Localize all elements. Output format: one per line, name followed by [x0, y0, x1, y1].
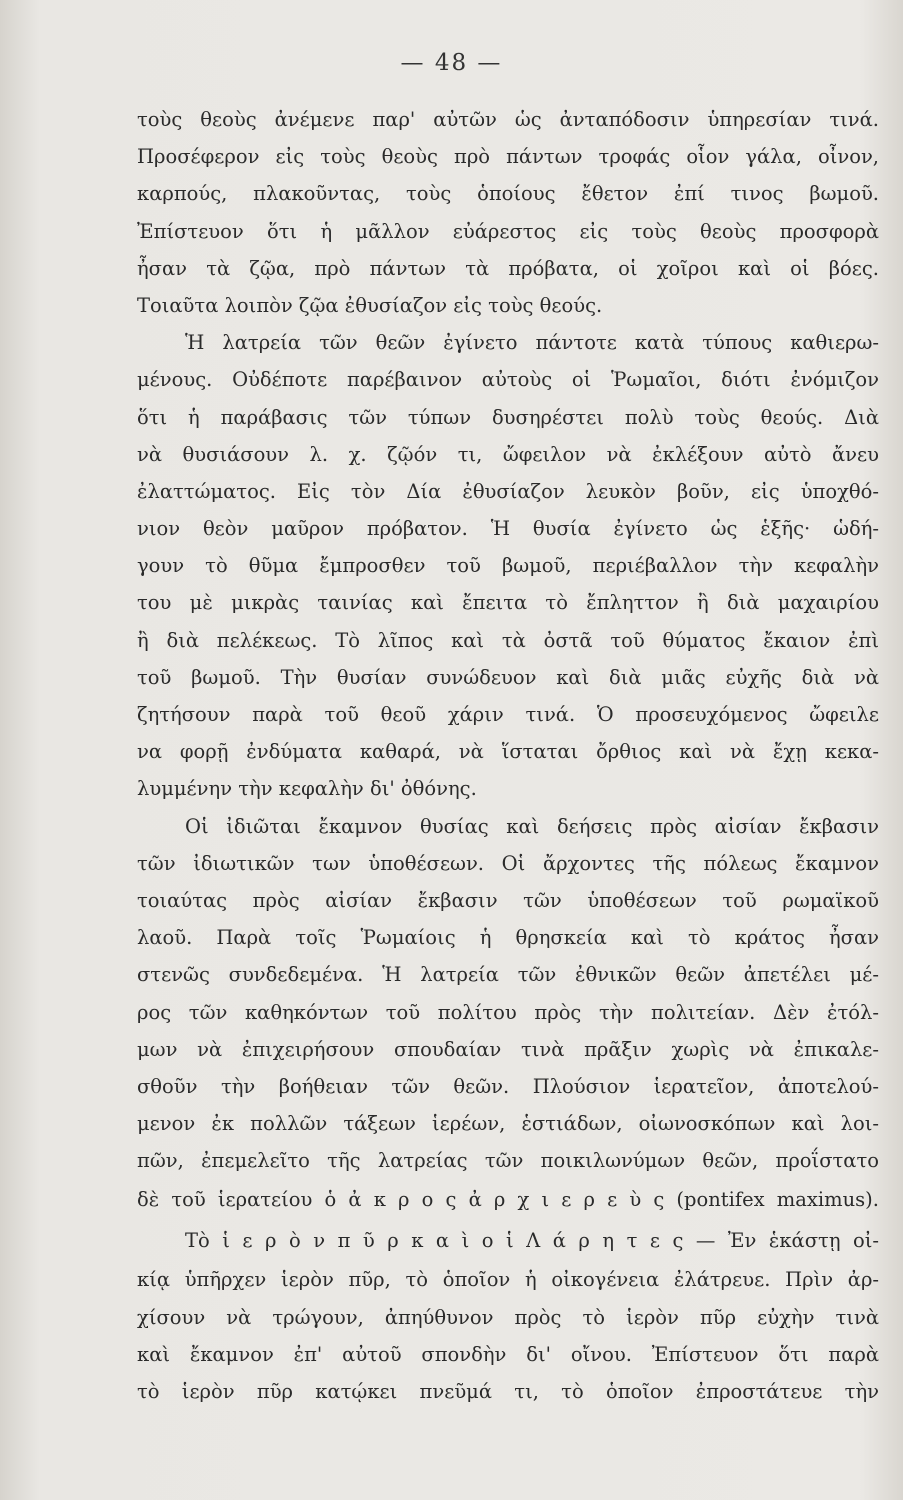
- text-line: ρος τῶν καθηκόντων τοῦ πολίτου πρὸς τὴν πολιτείαν. Δὲν ἐτόλ-: [137, 1000, 879, 1024]
- text-line: τῶν ἰδιωτικῶν των ὑποθέσεων. Οἱ ἄρχοντες τῆς πόλεως ἔκαμνον: [137, 851, 879, 875]
- text-line: τοῦ βωμοῦ. Τὴν θυσίαν συνώδευον καὶ διὰ μιᾶς εὐχῆς διὰ νὰ: [137, 665, 879, 689]
- text-line: ἦσαν τὰ ζῷα, πρὸ πάντων τὰ πρόβατα, οἱ χοῖροι καὶ οἱ βόες.: [137, 256, 879, 280]
- text-line: ὅτι ἡ παράβασις τῶν τύπων δυσηρέστει πολὺ τοὺς θεούς. Διὰ: [137, 405, 879, 429]
- body-text: [137, 101, 879, 1410]
- text-line: ἢ διὰ πελέκεως. Τὸ λῖπος καὶ τὰ ὀστᾶ τοῦ θύματος ἔκαιον ἐπὶ: [137, 628, 879, 652]
- page-number: — 48 —: [400, 50, 503, 76]
- text-line: μων νὰ ἐπιχειρήσουν σπουδαίαν τινὰ πρᾶξιν χωρὶς νὰ ἐπικαλε-: [137, 1037, 879, 1061]
- text-line: νὰ θυσιάσουν λ. χ. ζῷόν τι, ὤφειλον νὰ ἐκλέξουν αὐτὸ ἄνευ: [137, 442, 879, 466]
- text-line: Ἡ λατρεία τῶν θεῶν ἐγίνετο πάντοτε κατὰ τύπους καθιερω-: [185, 331, 879, 355]
- text-line: να φορῇ ἐνδύματα καθαρά, νὰ ἵσταται ὄρθιος καὶ νὰ ἔχῃ κεκα-: [137, 740, 879, 764]
- text-line: πῶν, ἐπεμελεῖτο τῆς λατρείας τῶν ποικιλωνύμων θεῶν, προΐστατο: [137, 1149, 879, 1173]
- text-line: χίσουν νὰ τρώγουν, ἀπηύθυνον πρὸς τὸ ἱερὸν πῦρ εὐχὴν τινὰ: [137, 1305, 879, 1329]
- text-line: τὸ ἱερὸν πῦρ κατῴκει πνεῦμά τι, τὸ ὁποῖον ἐπροστάτευε τὴν: [137, 1380, 879, 1403]
- text-line: ζητήσουν παρὰ τοῦ θεοῦ χάριν τινά. Ὁ προσευχόμενος ὤφειλε: [137, 703, 879, 726]
- text-line: νιον θεὸν μαῦρον πρόβατον. Ἡ θυσία ἐγίνετο ὡς ἑξῆς· ὡδή-: [137, 517, 879, 541]
- text-line: του μὲ μικρὰς ταινίας καὶ ἔπειτα τὸ ἔπληττον ἢ διὰ μαχαιρίου: [137, 591, 879, 615]
- text-line: λυμμένην τὴν κεφαλὴν δι' ὀθόνης.: [137, 777, 477, 801]
- text-line: Ἐπίστευον ὅτι ἡ μᾶλλον εὐάρεστος εἰς τοὺς θεοὺς προσφορὰ: [137, 219, 879, 243]
- text-line: Οἱ ἰδιῶται ἔκαμνον θυσίας καὶ δεήσεις πρὸς αἰσίαν ἔκβασιν: [185, 814, 879, 838]
- text-line: ἐλαττώματος. Εἰς τὸν Δία ἐθυσίαζον λευκὸν βοῦν, εἰς ὑποχθό-: [137, 479, 879, 503]
- text-line: Τὸ ἱ ε ρ ὸ ν π ῦ ρ κ α ὶ ο ἱ Λ ά ρ η τ ε ς — Ἐν ἑκάστῃ οἰ-: [185, 1229, 879, 1253]
- text-line: Προσέφερον εἰς τοὺς θεοὺς πρὸ πάντων τροφάς οἷον γάλα, οἶνον,: [137, 145, 879, 169]
- text-line: καρπούς, πλακοῦντας, τοὺς ὁποίους ἔθετον ἐπί τινος βωμοῦ.: [137, 182, 879, 206]
- text-line: στενῶς συνδεδεμένα. Ἡ λατρεία τῶν ἐθνικῶν θεῶν ἀπετέλει μέ-: [137, 963, 879, 987]
- text-line: καὶ ἔκαμνον ἐπ' αὐτοῦ σπονδὴν δι' οἴνου. Ἐπίστευον ὅτι παρὰ: [137, 1342, 879, 1366]
- text-line: μένους. Οὐδέποτε παρέβαινον αὐτοὺς οἱ Ῥωμαῖοι, διότι ἐνόμιζον: [137, 368, 879, 392]
- text-line: δὲ τοῦ ἱερατείου ὁ ἀ κ ρ ο ς ἀ ρ χ ι ε ρ ε ὺ ς (pontifex maximus).: [137, 1188, 879, 1212]
- text-line: τοὺς θεοὺς ἀνέμενε παρ' αὐτῶν ὡς ἀνταπόδοσιν ὑπηρεσίαν τινά.: [137, 108, 879, 131]
- text-line: τοιαύτας πρὸς αἰσίαν ἔκβασιν τῶν ὑποθέσεων τοῦ ρωμαϊκοῦ: [137, 888, 879, 912]
- text-line: μενον ἐκ πολλῶν τάξεων ἱερέων, ἑστιάδων, οἰωνοσκόπων καὶ λοι-: [137, 1112, 879, 1136]
- text-line: λαοῦ. Παρὰ τοῖς Ῥωμαίοις ἡ θρησκεία καὶ τὸ κράτος ἦσαν: [137, 926, 879, 950]
- text-line: γουν τὸ θῦμα ἔμπροσθεν τοῦ βωμοῦ, περιέβαλλον τὴν κεφαλὴν: [137, 554, 879, 578]
- text-line: σθοῦν τὴν βοήθειαν τῶν θεῶν. Πλούσιον ἱερατεῖον, ἀποτελού-: [137, 1074, 879, 1098]
- text-line: κίᾳ ὑπῆρχεν ἱερὸν πῦρ, τὸ ὁποῖον ἡ οἰκογένεια ἐλάτρευε. Πρὶν ἀρ-: [137, 1268, 879, 1292]
- text-line: Τοιαῦτα λοιπὸν ζῷα ἐθυσίαζον εἰς τοὺς θεούς.: [137, 293, 603, 317]
